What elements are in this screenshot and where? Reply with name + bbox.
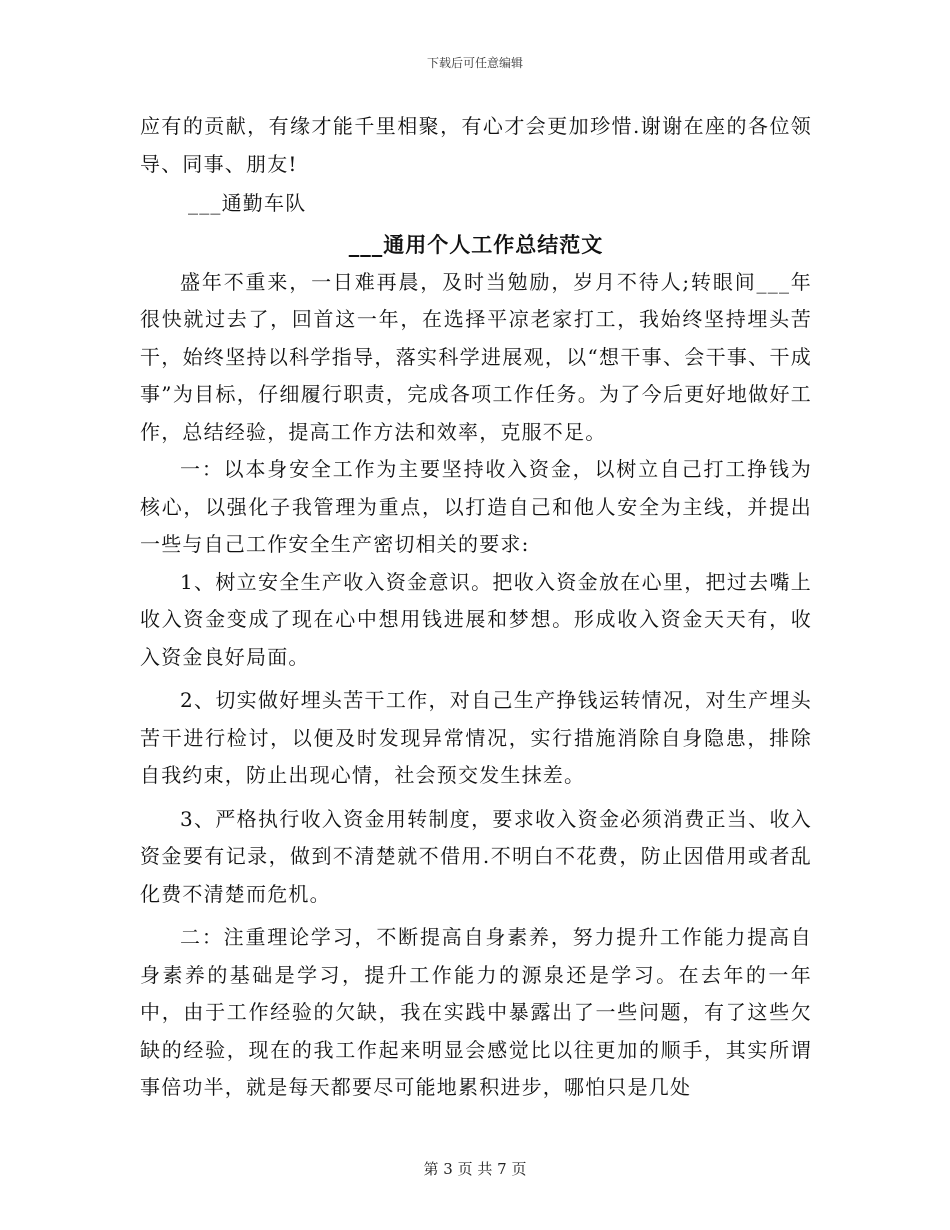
page-header: 下载后可任意编辑 bbox=[426, 56, 523, 70]
continuation-paragraph: 应有的贡献，有缘才能千里相聚，有心才会更加珍惜.谢谢在座的各位领导、同事、朋友! bbox=[140, 114, 812, 176]
page-footer: 第 3 页 共 7 页 bbox=[423, 1160, 527, 1178]
paragraph-section-two: 二：注重理论学习，不断提高自身素养，努力提升工作能力提高自身素养的基础是学习，提升工作能力的源泉还是学习。在去年的一年中，由于工作经验的欠缺，我在实践中暴露出了一些问题，有了这些欠缺的经验，现在的我工作起来明显会感觉比以往更加的顺手，其实所谓事倍功半，就是每天都要尽可能地累积进步，哪怕只是几处 bbox=[140, 925, 812, 1099]
paragraph-intro: 盛年不重来，一日难再晨，及时当勉励，岁月不待人;转眼间___年很快就过去了，回首这一年，在选择平凉老家打工，我始终坚持埋头苦干，始终坚持以科学指导，落实科学进展观，以“想干事、会干事、干成事”为目标，仔细履行职责，完成各项工作任务。为了今后更好地做好工作，总结经验，提高工作方法和效率，克服不足。 bbox=[140, 269, 812, 444]
document-body bbox=[140, 108, 812, 1107]
paragraph-item-3: 3、严格执行收入资金用转制度，要求收入资金必须消费正当、收入资金要有记录，做到不清楚就不借用.不明白不花费，防止因借用或者乱化费不清楚而危机。 bbox=[140, 806, 812, 906]
paragraph-section-one: 一：以本身安全工作为主要坚持收入资金，以树立自己打工挣钱为核心，以强化子我管理为重点，以打造自己和他人安全为主线，并提出一些与自己工作安全生产密切相关的要求: bbox=[140, 457, 812, 556]
document-title: ___通用个人工作总结范文 bbox=[348, 231, 604, 257]
paragraph-item-1: 1、树立安全生产收入资金意识。把收入资金放在心里，把过去嘴上收入资金变成了现在心中想用钱进展和梦想。形成收入资金天天有，收入资金良好局面。 bbox=[140, 569, 812, 669]
signature: ___通勤车队 bbox=[188, 191, 307, 215]
paragraph-item-2: 2、切实做好埋头苦干工作，对自己生产挣钱运转情况，对生产埋头苦干进行检讨，以便及时发现异常情况，实行措施消除自身隐患，排除自我约束，防止出现心情，社会预交发生抹差。 bbox=[140, 688, 812, 787]
